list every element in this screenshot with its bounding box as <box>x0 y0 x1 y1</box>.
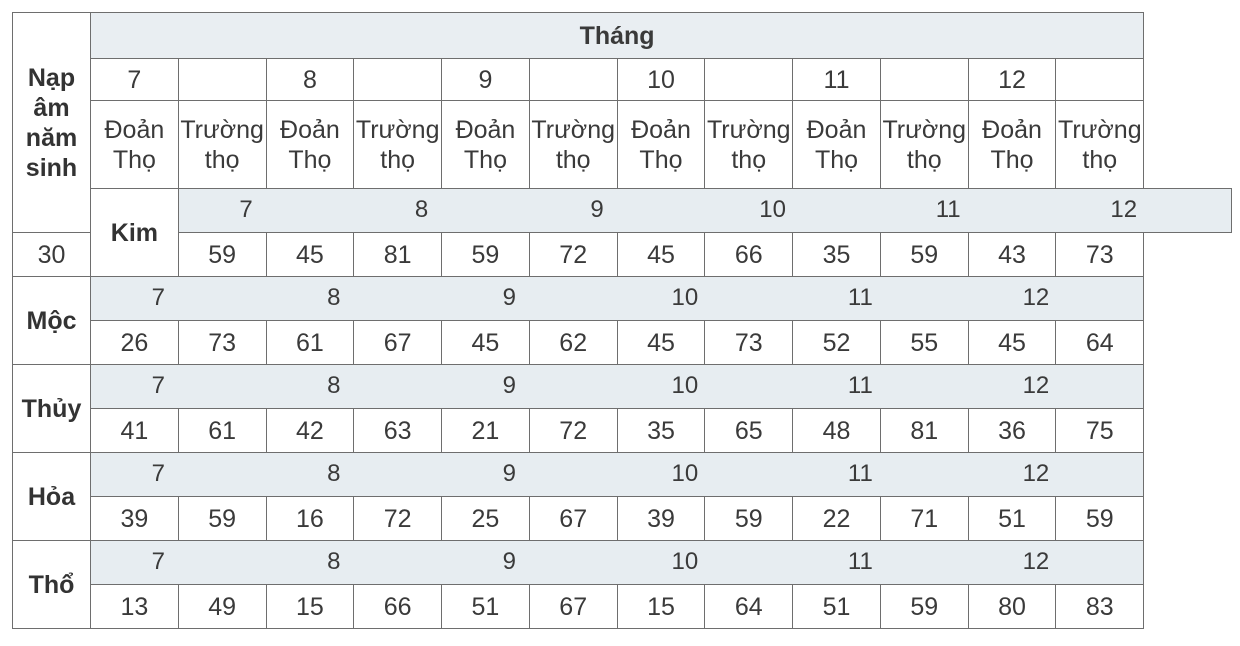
sub-label-line2: thọ <box>555 145 591 174</box>
sub-label-line2: Thọ <box>814 145 859 174</box>
month-number: 10 <box>617 59 705 101</box>
long-life-value: 73 <box>178 321 266 365</box>
sub-label-line1: Đoản <box>631 115 691 144</box>
sub-label-line1: Đoản <box>982 115 1042 144</box>
month-band-number: 12 <box>1022 548 1050 576</box>
month-band-number: 12 <box>1022 284 1050 312</box>
month-band-number: 8 <box>327 372 341 400</box>
month-band-number: 8 <box>414 196 429 224</box>
month-band-number: 11 <box>847 460 873 488</box>
month-band <box>880 189 1056 233</box>
sub-label-line1: Trường <box>531 115 616 144</box>
long-life-value: 81 <box>880 409 968 453</box>
short-life-value: 80 <box>968 585 1056 629</box>
month-band <box>266 453 442 497</box>
month-number: 12 <box>968 59 1056 101</box>
month-band <box>442 277 618 321</box>
month-band-number: 11 <box>847 284 873 312</box>
sub-label-line2: Thọ <box>112 145 156 174</box>
month-band-number: 11 <box>935 196 961 224</box>
sub-label-line2: Thọ <box>463 145 507 174</box>
element-row-label: Hỏa <box>13 453 91 541</box>
sub-label-line2: Thọ <box>990 145 1034 174</box>
long-life-value: 59 <box>178 233 266 277</box>
month-band-number: 11 <box>847 372 873 400</box>
sub-label-line1: Trường <box>355 115 440 144</box>
short-life-header <box>266 101 354 189</box>
long-life-value: 49 <box>178 585 266 629</box>
short-life-value: 21 <box>442 409 530 453</box>
long-life-value: 66 <box>354 585 442 629</box>
month-band-number: 12 <box>1022 460 1050 488</box>
month-band <box>91 277 267 321</box>
short-life-value: 59 <box>442 233 530 277</box>
short-life-value: 51 <box>968 497 1056 541</box>
element-row-label: Thủy <box>13 365 91 453</box>
month-band <box>617 453 793 497</box>
short-life-header <box>617 101 705 189</box>
short-life-value: 35 <box>617 409 705 453</box>
short-life-value: 30 <box>13 233 91 277</box>
month-band-number: 7 <box>239 196 253 224</box>
corner-line: âm <box>33 93 70 122</box>
sub-label-line1: Đoản <box>455 115 516 144</box>
month-band-number: 8 <box>327 460 341 488</box>
month-band <box>1056 189 1232 233</box>
long-life-value: 59 <box>880 233 968 277</box>
month-band <box>442 365 618 409</box>
short-life-value: 45 <box>442 321 530 365</box>
long-life-value: 72 <box>354 497 442 541</box>
month-band-number: 11 <box>847 548 873 576</box>
month-band <box>968 365 1144 409</box>
month-band-number: 10 <box>671 460 699 488</box>
short-life-header <box>968 101 1056 189</box>
long-life-header <box>354 101 442 189</box>
long-life-value: 73 <box>705 321 793 365</box>
month-band <box>793 365 969 409</box>
month-blank <box>1056 59 1144 101</box>
element-row-label: Thổ <box>13 541 91 629</box>
month-number: 8 <box>266 59 354 101</box>
month-band <box>354 189 530 233</box>
short-life-value: 16 <box>266 497 354 541</box>
month-blank <box>705 59 793 101</box>
month-blank <box>880 59 968 101</box>
short-life-value: 51 <box>442 585 530 629</box>
corner-line: sinh <box>25 153 78 182</box>
short-life-header <box>793 101 881 189</box>
short-life-value: 35 <box>793 233 881 277</box>
month-blank <box>529 59 617 101</box>
short-life-value: 61 <box>266 321 354 365</box>
long-life-header <box>880 101 968 189</box>
month-band <box>91 453 267 497</box>
corner-line: năm <box>25 123 78 152</box>
sub-label-line1: Trường <box>1058 115 1142 144</box>
month-band <box>617 541 793 585</box>
short-life-value: 25 <box>442 497 530 541</box>
month-band-number: 12 <box>1022 372 1050 400</box>
short-life-value: 41 <box>91 409 179 453</box>
month-band <box>968 277 1144 321</box>
short-life-value: 45 <box>968 321 1056 365</box>
short-life-value: 52 <box>793 321 881 365</box>
month-band <box>178 189 354 233</box>
month-band-number: 7 <box>151 372 165 400</box>
month-number: 11 <box>793 59 881 101</box>
sub-label-line2: Thọ <box>288 145 332 174</box>
sub-label-line1: Đoản <box>104 115 165 144</box>
sub-label-line2: thọ <box>204 145 240 174</box>
long-life-value: 83 <box>1056 585 1144 629</box>
month-band-number: 7 <box>151 284 165 312</box>
month-band <box>529 189 705 233</box>
month-band <box>793 277 969 321</box>
sub-label-line1: Trường <box>882 115 967 144</box>
month-band-number: 9 <box>502 284 516 312</box>
short-life-value: 43 <box>968 233 1056 277</box>
long-life-value: 67 <box>354 321 442 365</box>
corner-header <box>13 13 91 233</box>
short-life-value: 39 <box>91 497 179 541</box>
element-row-label: Mộc <box>13 277 91 365</box>
sub-label-line2: thọ <box>1082 145 1118 174</box>
long-life-value: 59 <box>178 497 266 541</box>
long-life-value: 72 <box>529 409 617 453</box>
long-life-value: 59 <box>705 497 793 541</box>
short-life-header <box>91 101 179 189</box>
short-life-header <box>442 101 530 189</box>
element-row-label: Kim <box>91 189 179 277</box>
long-life-value: 81 <box>354 233 442 277</box>
month-band <box>266 365 442 409</box>
sub-label-line2: thọ <box>380 145 416 174</box>
month-band-number: 12 <box>1110 196 1138 224</box>
short-life-value: 39 <box>617 497 705 541</box>
short-life-value: 42 <box>266 409 354 453</box>
month-band-number: 9 <box>502 460 516 488</box>
long-life-header <box>705 101 793 189</box>
long-life-header <box>529 101 617 189</box>
long-life-header <box>1056 101 1144 189</box>
month-band <box>793 453 969 497</box>
long-life-value: 65 <box>705 409 793 453</box>
month-band-number: 9 <box>502 372 516 400</box>
month-band-number: 7 <box>151 460 165 488</box>
month-header-title: Tháng <box>91 13 1144 59</box>
long-life-value: 67 <box>529 497 617 541</box>
month-band <box>617 365 793 409</box>
month-band-number: 8 <box>327 548 341 576</box>
sub-label-line1: Đoản <box>280 115 340 144</box>
long-life-value: 67 <box>529 585 617 629</box>
short-life-value: 13 <box>91 585 179 629</box>
short-life-value: 22 <box>793 497 881 541</box>
long-life-value: 71 <box>880 497 968 541</box>
sub-label-line2: thọ <box>731 145 767 174</box>
month-band <box>442 453 618 497</box>
short-life-value: 45 <box>617 233 705 277</box>
sub-label-line2: thọ <box>906 145 942 174</box>
month-band <box>266 541 442 585</box>
month-blank <box>178 59 266 101</box>
month-band <box>266 277 442 321</box>
sub-label-line1: Đoản <box>806 115 867 144</box>
month-band <box>705 189 881 233</box>
month-band <box>793 541 969 585</box>
long-life-value: 64 <box>1056 321 1144 365</box>
short-life-value: 45 <box>266 233 354 277</box>
month-band-number: 10 <box>759 196 786 224</box>
month-number: 7 <box>91 59 179 101</box>
month-blank <box>354 59 442 101</box>
sub-label-line1: Trường <box>180 115 264 144</box>
month-band-number: 9 <box>502 548 516 576</box>
long-life-value: 66 <box>705 233 793 277</box>
month-number: 9 <box>442 59 530 101</box>
long-life-value: 63 <box>354 409 442 453</box>
month-band <box>91 541 267 585</box>
short-life-value: 45 <box>617 321 705 365</box>
lifespan-table <box>12 12 1232 629</box>
corner-line: Nạp <box>27 63 76 92</box>
long-life-value: 59 <box>1056 497 1144 541</box>
month-band-number: 7 <box>151 548 165 576</box>
month-band-number: 8 <box>327 284 341 312</box>
month-band-number: 9 <box>590 196 604 224</box>
month-band <box>617 277 793 321</box>
long-life-value: 62 <box>529 321 617 365</box>
month-band <box>91 365 267 409</box>
short-life-value: 51 <box>793 585 881 629</box>
long-life-value: 61 <box>178 409 266 453</box>
sub-label-line1: Trường <box>706 115 791 144</box>
month-band <box>968 453 1144 497</box>
month-band <box>442 541 618 585</box>
month-band <box>968 541 1144 585</box>
long-life-value: 59 <box>880 585 968 629</box>
short-life-value: 48 <box>793 409 881 453</box>
short-life-value: 26 <box>91 321 179 365</box>
sub-label-line2: Thọ <box>639 145 683 174</box>
long-life-value: 75 <box>1056 409 1144 453</box>
month-band-number: 10 <box>671 372 699 400</box>
month-band-number: 10 <box>671 284 699 312</box>
long-life-value: 64 <box>705 585 793 629</box>
long-life-value: 73 <box>1056 233 1144 277</box>
long-life-header <box>178 101 266 189</box>
month-band-number: 10 <box>671 548 699 576</box>
short-life-value: 15 <box>617 585 705 629</box>
long-life-value: 72 <box>529 233 617 277</box>
short-life-value: 36 <box>968 409 1056 453</box>
short-life-value: 15 <box>266 585 354 629</box>
long-life-value: 55 <box>880 321 968 365</box>
